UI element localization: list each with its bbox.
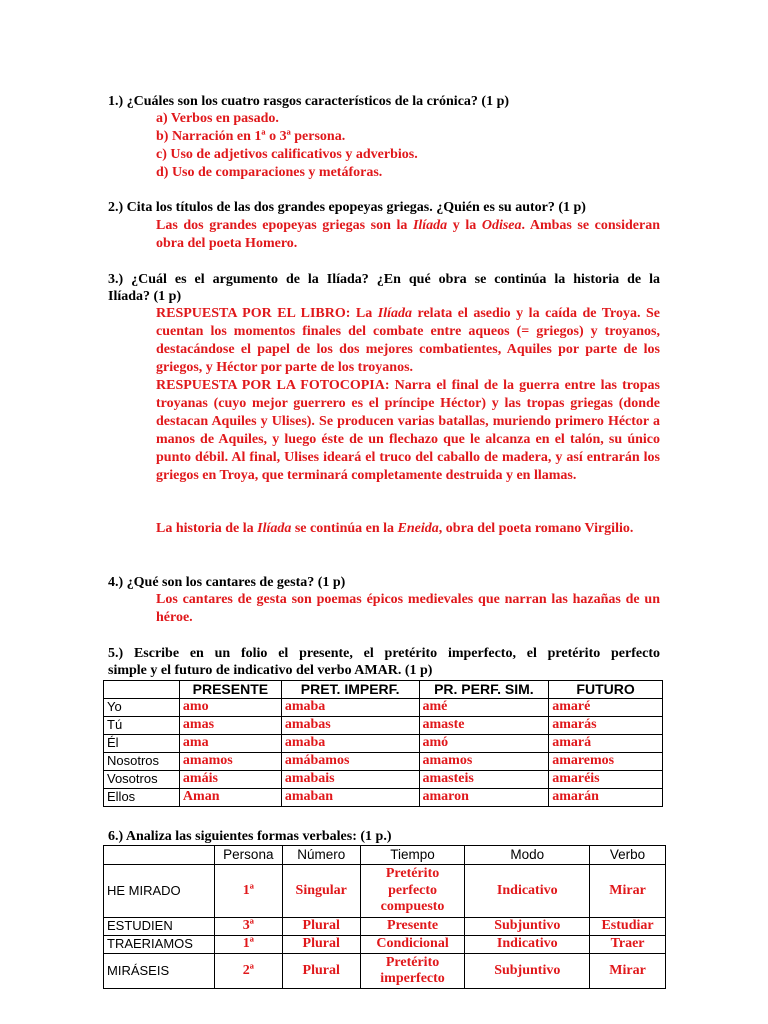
- modo-cell: Subjuntivo: [465, 918, 590, 936]
- verb-form-cell: amabas: [281, 717, 419, 735]
- verb-form-cell: amarán: [549, 789, 663, 807]
- pronoun-cell: Ellos: [104, 789, 180, 807]
- answer-4: Los cantares de gesta son poemas épicos medievales que narran las hazañas de un héroe.: [156, 592, 660, 625]
- verbo-cell: Estudiar: [590, 918, 666, 936]
- verb-form-cell: amaréis: [549, 771, 663, 789]
- answer-1-b: b) Narración en 1ª o 3ª persona.: [156, 129, 346, 144]
- answer-3-libro: RESPUESTA POR EL LIBRO: La Ilíada relata el asedio y la caída de Troya. Se cuentan los momentos finales del combate entre aqueos (= griegos) y troyanos, destacándose el papel de los dos mejores combatientes, Aquiles por parte de los griegos, y Héctor por parte de los troyanos.: [156, 306, 660, 375]
- persona-cell: 1ª: [214, 865, 282, 918]
- answer-1-a: a) Verbos en pasado.: [156, 111, 279, 126]
- verb-form-cell: amarás: [549, 717, 663, 735]
- pronoun-cell: Yo: [104, 699, 180, 717]
- table-row: [104, 918, 666, 936]
- verb-form-cell: ama: [179, 735, 281, 753]
- tiempo-cell: Pretérito perfecto compuesto: [360, 865, 465, 918]
- verb-form-cell: amó: [419, 735, 549, 753]
- amar-conjugation-table: [103, 680, 663, 807]
- tiempo-cell: Pretérito imperfecto: [360, 954, 465, 989]
- verb-form-cell: amasteis: [419, 771, 549, 789]
- table-row: [104, 699, 663, 717]
- verb-form-cell: amabais: [281, 771, 419, 789]
- verb-form-cell: amaba: [281, 735, 419, 753]
- table-header-row: [104, 846, 666, 865]
- persona-cell: 3ª: [214, 918, 282, 936]
- verbo-cell: Mirar: [590, 954, 666, 989]
- numero-cell: Singular: [282, 865, 360, 918]
- verb-form-cell: amé: [419, 699, 549, 717]
- pronoun-cell: Nosotros: [104, 753, 180, 771]
- header-verbo: Verbo: [590, 846, 666, 865]
- table-row: [104, 936, 666, 954]
- header-pr-perf-sim: PR. PERF. SIM.: [419, 681, 549, 699]
- title-iliada: Ilíada: [412, 218, 448, 233]
- answer-1-c: c) Uso de adjetivos calificativos y adverbios.: [156, 147, 418, 162]
- table-row: [104, 735, 663, 753]
- numero-cell: Plural: [282, 936, 360, 954]
- table-row: [104, 789, 663, 807]
- title-eneida: Eneida: [397, 521, 439, 536]
- answer-3-fotocopia: RESPUESTA POR LA FOTOCOPIA: Narra el final de la guerra entre las tropas troyanas (cuyo mejor guerrero es el príncipe Héctor) y las tropas griegas (donde destacan Aquiles y Ulises). Se producen varias batallas, muriendo primero Héctor a manos de Aquiles, y luego éste de un flechazo que le alcanza en el talón, su único punto débil. Al final, Ulises ideará el truco del caballo de madera, y así entrarán los griegos en Troya, que terminará completamente destruida y en llamas.: [156, 378, 660, 483]
- persona-cell: 2ª: [214, 954, 282, 989]
- answer-2: Las dos grandes epopeyas griegas son la Ilíada y la Odisea. Ambas se consideran obra del poeta Homero.: [156, 218, 661, 251]
- header-presente: PRESENTE: [179, 681, 281, 699]
- verb-form-cell: MIRÁSEIS: [104, 954, 215, 989]
- verb-form-cell: amaban: [281, 789, 419, 807]
- table-row: [104, 771, 663, 789]
- question-4: 4.) ¿Qué son los cantares de gesta? (1 p): [108, 575, 346, 590]
- verb-form-cell: HE MIRADO: [104, 865, 215, 918]
- verb-form-cell: ESTUDIEN: [104, 918, 215, 936]
- header-persona: Persona: [214, 846, 282, 865]
- header-modo: Modo: [465, 846, 590, 865]
- verb-form-cell: amaba: [281, 699, 419, 717]
- modo-cell: Subjuntivo: [465, 954, 590, 989]
- modo-cell: Indicativo: [465, 865, 590, 918]
- verb-form-cell: amo: [179, 699, 281, 717]
- verbo-cell: Mirar: [590, 865, 666, 918]
- table-row: [104, 954, 666, 989]
- verb-form-cell: amábamos: [281, 753, 419, 771]
- verb-form-cell: Aman: [179, 789, 281, 807]
- verb-form-cell: TRAERIAMOS: [104, 936, 215, 954]
- question-5-line1: 5.) Escribe en un folio el presente, el pretérito imperfecto, el pretérito perfecto: [108, 646, 660, 661]
- title-odisea: Odisea: [481, 218, 522, 233]
- verb-form-cell: amaron: [419, 789, 549, 807]
- answer-1-d: d) Uso de comparaciones y metáforas.: [156, 165, 383, 180]
- header-numero: Número: [282, 846, 360, 865]
- verb-form-cell: amaremos: [549, 753, 663, 771]
- pronoun-cell: Tú: [104, 717, 180, 735]
- table-row: [104, 717, 663, 735]
- answer-1: [156, 110, 656, 182]
- question-1: 1.) ¿Cuáles son los cuatro rasgos característicos de la crónica? (1 p): [108, 94, 510, 109]
- verb-form-cell: amaste: [419, 717, 549, 735]
- question-5-line2: simple y el futuro de indicativo del verbo AMAR. (1 p): [108, 663, 433, 678]
- answer-3-continua: La historia de la Ilíada se continúa en la Eneida, obra del poeta romano Virgilio.: [156, 521, 634, 536]
- table-header-row: [104, 681, 663, 699]
- verb-form-cell: amas: [179, 717, 281, 735]
- persona-cell: 1ª: [214, 936, 282, 954]
- verb-form-cell: amáis: [179, 771, 281, 789]
- tiempo-cell: Presente: [360, 918, 465, 936]
- verb-form-cell: amamos: [419, 753, 549, 771]
- numero-cell: Plural: [282, 918, 360, 936]
- modo-cell: Indicativo: [465, 936, 590, 954]
- table-row: [104, 865, 666, 918]
- verb-form-cell: amará: [549, 735, 663, 753]
- header-futuro: FUTURO: [549, 681, 663, 699]
- corner-cell: [104, 846, 215, 865]
- verb-form-cell: amaré: [549, 699, 663, 717]
- header-tiempo: Tiempo: [360, 846, 465, 865]
- verb-analysis-table: [103, 845, 666, 989]
- question-6: 6.) Analiza las siguientes formas verbales: (1 p.): [108, 829, 392, 844]
- tiempo-cell: Condicional: [360, 936, 465, 954]
- question-3-line1: 3.) ¿Cuál es el argumento de la Ilíada? ¿En qué obra se continúa la historia de la: [108, 272, 660, 287]
- pronoun-cell: Él: [104, 735, 180, 753]
- verb-form-cell: amamos: [179, 753, 281, 771]
- question-2: 2.) Cita los títulos de las dos grandes epopeyas griegas. ¿Quién es su autor? (1 p): [108, 200, 586, 215]
- numero-cell: Plural: [282, 954, 360, 989]
- question-3-line2: Ilíada? (1 p): [108, 289, 182, 304]
- corner-cell: [104, 681, 180, 699]
- pronoun-cell: Vosotros: [104, 771, 180, 789]
- header-pret-imperf: PRET. IMPERF.: [281, 681, 419, 699]
- verbo-cell: Traer: [590, 936, 666, 954]
- table-row: [104, 753, 663, 771]
